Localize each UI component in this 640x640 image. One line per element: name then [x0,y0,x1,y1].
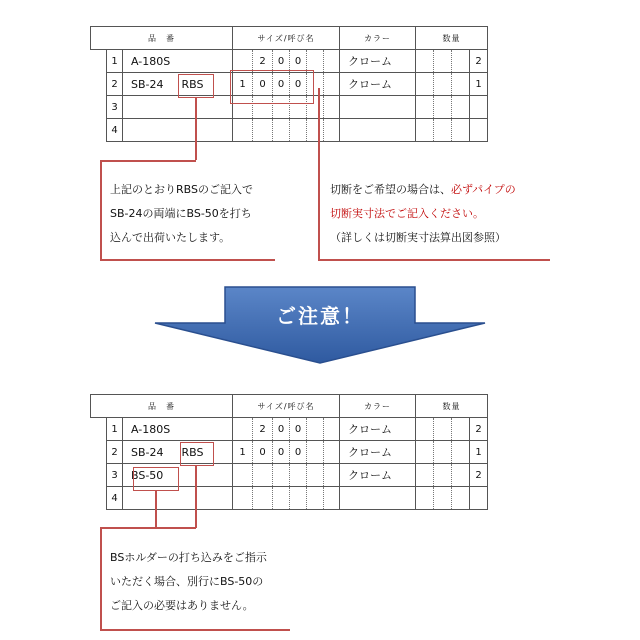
size-digit: 0 [290,73,307,96]
note-bs-holder [110,546,267,618]
highlight-rbs-box [180,442,214,466]
size-digit: 0 [273,73,290,96]
row-number: 3 [107,96,123,119]
note-line [330,178,516,202]
note-line: 上記のとおりRBSのご記入で [110,183,253,196]
qty-value: 2 [470,464,488,487]
note-line: SB-24の両端にBS-50を打ち [110,207,252,220]
callout-line [100,259,275,261]
size-digit: 1 [233,441,253,464]
color-value: クローム [340,441,416,464]
callout-line [318,88,320,260]
row-number: 1 [107,418,123,441]
callout-line [195,466,197,528]
size-digit: 2 [253,50,273,73]
color-value: クローム [340,464,416,487]
header-qty: 数量 [416,27,488,50]
row-number: 4 [107,487,123,510]
color-value: クローム [340,50,416,73]
size-digit: 0 [273,441,290,464]
highlight-bs50-box [133,467,179,491]
note-warning-text: 切断実寸法でご記入ください。 [330,207,484,220]
row-number: 2 [107,441,123,464]
table-bottom-body [91,418,488,510]
note-warning-text: 必ずパイプの [451,183,516,196]
size-digit: 1 [233,73,253,96]
size-digit: 0 [290,50,307,73]
color-value: クローム [340,418,416,441]
note-line: ご記入の必要はありません。 [110,599,254,612]
order-table-bottom [90,394,488,510]
item-code-main: SB-24 [131,77,164,91]
row-number: 1 [107,50,123,73]
header-color: カラー [340,27,416,50]
qty-value: 1 [470,73,488,96]
callout-line [100,160,102,260]
item-code-sub: RBS [181,77,204,91]
table-row [91,418,488,441]
item-code: BS-50 [123,464,233,487]
header-color: カラー [340,395,416,418]
header-item: 品 番 [91,395,233,418]
note-cut-size [330,178,516,250]
callout-line [100,160,196,162]
row-number: 3 [107,464,123,487]
size-digit: 0 [253,73,273,96]
table-row [91,119,488,142]
note-line: 込んで出荷いたします。 [110,231,231,244]
row-number: 4 [107,119,123,142]
header-size: サイズ/呼び名 [233,27,340,50]
caution-label: ご注意！ [276,304,364,328]
size-digit: 2 [253,418,273,441]
highlight-size-box [230,70,314,104]
header-size: サイズ/呼び名 [233,395,340,418]
header-item: 品 番 [91,27,233,50]
dotted-rule [90,394,478,395]
qty-value: 2 [470,418,488,441]
callout-line [155,491,157,528]
note-rbs [110,178,253,250]
color-value: クローム [340,73,416,96]
row-number: 2 [107,73,123,96]
callout-line [195,98,197,160]
note-line: いただく場合、別行にBS-50の [110,575,264,588]
item-code-sub: RBS [181,445,204,459]
callout-line [100,629,290,631]
highlight-rbs-box [178,74,214,98]
callout-line [100,527,102,630]
size-digit: 0 [290,418,307,441]
item-code-main: SB-24 [131,445,164,459]
size-digit: 0 [273,418,290,441]
size-digit: 0 [273,50,290,73]
item-code: A-180S [123,50,233,73]
note-line: BSホルダーの打ち込みをご指示 [110,551,267,564]
size-digit: 0 [290,441,307,464]
size-digit: 0 [253,441,273,464]
callout-line [100,527,196,529]
item-code: A-180S [123,418,233,441]
callout-line [318,259,550,261]
table-row [91,441,488,464]
note-text: 切断をご希望の場合は、 [330,183,451,196]
note-line: （詳しくは切断実寸法算出図参照） [330,231,506,244]
item-code [123,441,233,464]
header-qty: 数量 [416,395,488,418]
qty-value: 1 [470,441,488,464]
qty-value: 2 [470,50,488,73]
dotted-rule [90,26,478,27]
